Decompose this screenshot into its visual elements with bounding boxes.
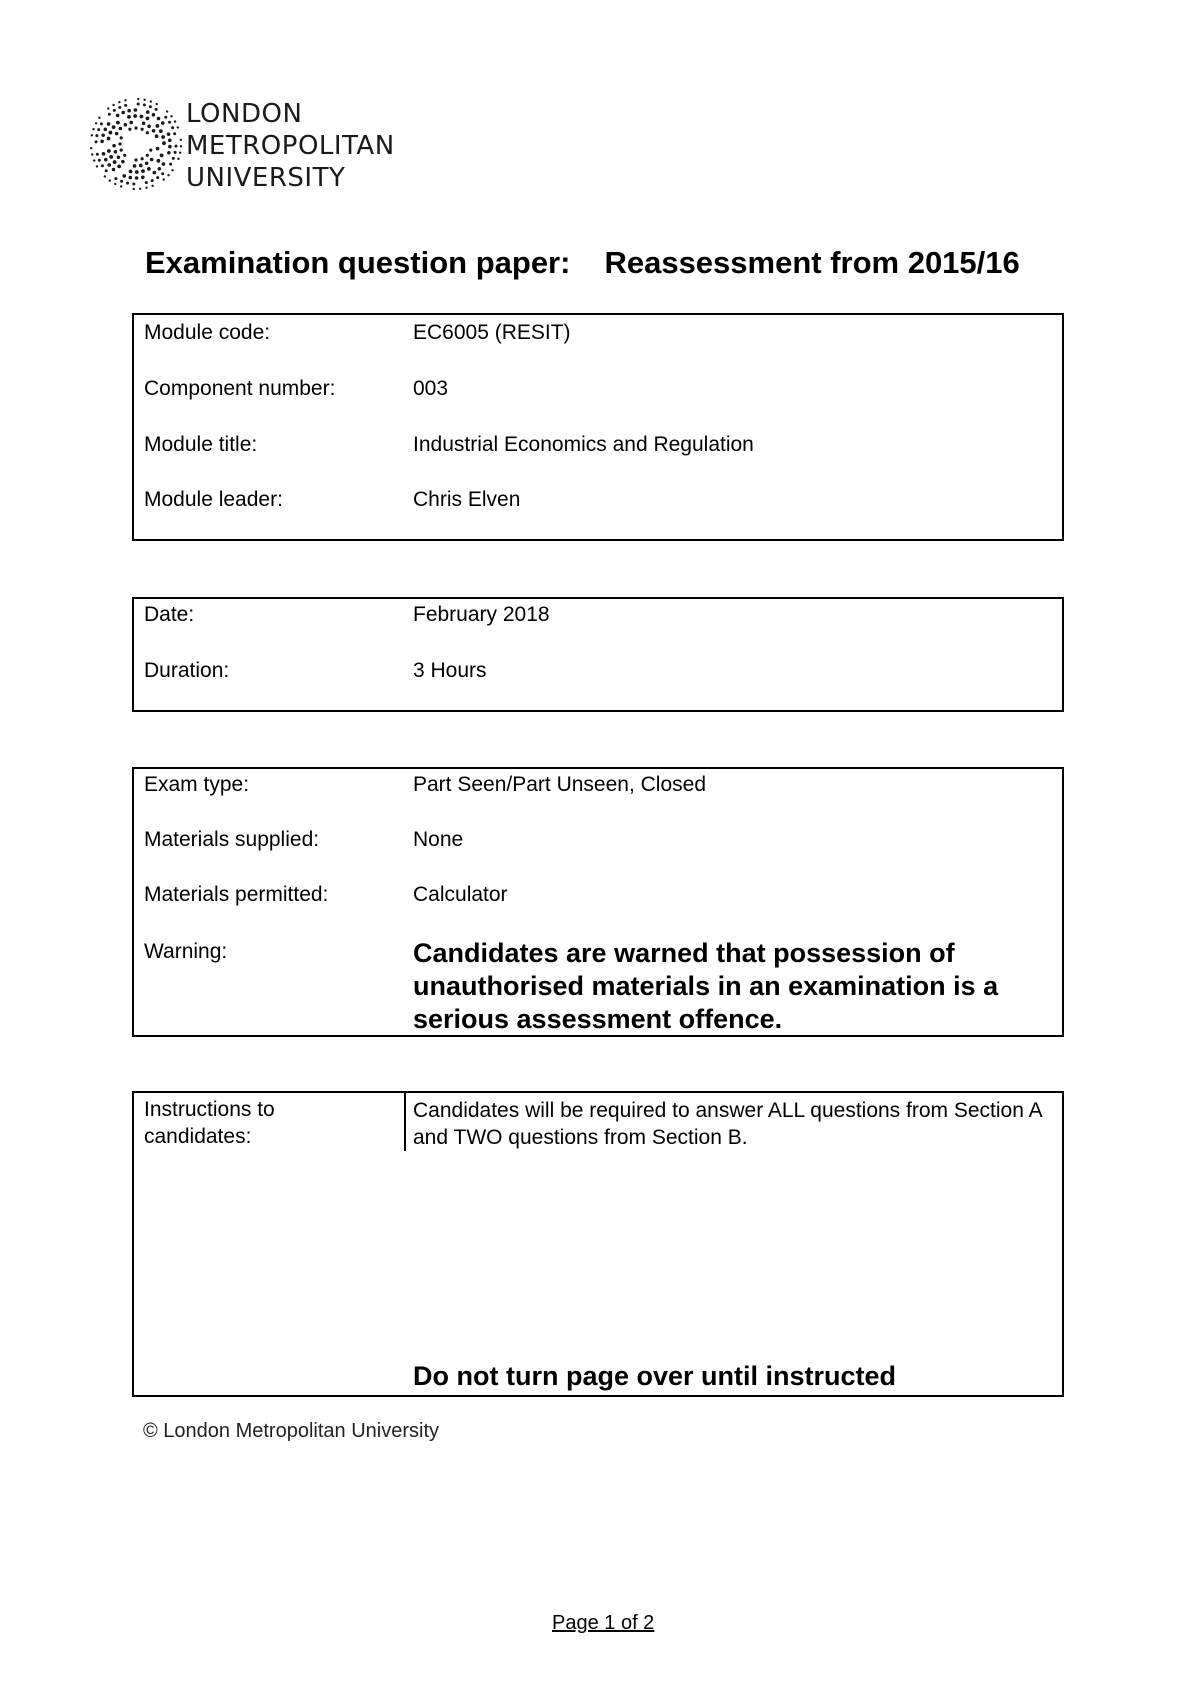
logo-dot — [121, 160, 125, 164]
logo-dot — [173, 132, 176, 135]
logo-dot — [160, 154, 164, 158]
logo-dot — [158, 167, 162, 171]
logo-dot — [134, 108, 138, 112]
logo-dot — [163, 178, 165, 180]
logo-dot — [161, 172, 164, 175]
logo-dot — [90, 147, 92, 149]
logo-dots-mark — [88, 96, 184, 192]
page-number: Page 1 of 2 — [552, 1612, 655, 1634]
logo-dot — [155, 108, 158, 111]
row-value: 003 — [413, 377, 449, 400]
logo-dot — [96, 153, 99, 156]
instructions-text: Candidates will be required to answer ALL questions from Section A and TWO questions from Section B. — [413, 1099, 1042, 1149]
logo-dot — [140, 115, 144, 119]
logo-line-1: LONDON — [186, 99, 303, 129]
logo-dot — [129, 170, 133, 174]
instructions-box — [132, 1091, 1064, 1397]
logo-dot — [170, 115, 172, 117]
logo-dot — [145, 181, 148, 184]
logo-dot — [156, 159, 160, 163]
logo-dot — [153, 171, 157, 175]
logo-dot — [112, 104, 114, 106]
logo-dot — [108, 113, 111, 116]
logo-dot — [107, 137, 111, 141]
row-value: Part Seen/Part Unseen, Closed — [413, 773, 706, 796]
do-not-turn-notice: Do not turn page over until instructed — [413, 1361, 897, 1391]
logo-dot — [164, 116, 167, 119]
logo-dot — [109, 179, 111, 181]
logo-dot — [114, 177, 117, 180]
logo-dot — [152, 129, 156, 133]
copyright-notice: © London Metropolitan University — [143, 1420, 439, 1442]
row-value: 3 Hours — [413, 659, 487, 682]
logo-dot — [112, 125, 116, 129]
logo-dot — [147, 125, 151, 129]
logo-dot — [171, 169, 173, 171]
row-label: Module leader: — [144, 488, 283, 511]
logo-dot — [152, 113, 156, 117]
logo-dot — [109, 131, 113, 135]
logo-dot — [118, 106, 121, 109]
logo-dot — [168, 145, 172, 149]
logo-dot — [133, 114, 137, 118]
logo-dot — [104, 175, 106, 177]
row-label: Date: — [144, 603, 195, 626]
logo-dot — [151, 185, 153, 187]
logo-dot — [147, 167, 151, 171]
logo-dot — [141, 157, 144, 160]
logo-dot — [157, 117, 161, 121]
logo-dot — [134, 158, 137, 161]
logo-dot — [105, 169, 108, 172]
logo-dot — [141, 176, 145, 180]
logo-dot — [120, 185, 122, 187]
logo-dot — [114, 183, 116, 185]
row-label: Module title: — [144, 433, 258, 456]
logo-dot — [120, 149, 123, 152]
logo-dot — [143, 99, 145, 101]
logo-dot — [113, 160, 117, 164]
logo-dot — [167, 151, 171, 155]
logo-line-2: METROPOLITAN — [186, 131, 395, 161]
logo-dot — [95, 122, 97, 124]
logo-dot — [146, 131, 149, 134]
logo-dot — [174, 145, 177, 148]
logo-dot — [167, 174, 169, 176]
row-value: February 2018 — [413, 603, 550, 626]
logo-dot — [177, 158, 179, 160]
logo-dot — [155, 134, 159, 138]
logo-dot — [133, 188, 135, 190]
logo-dot — [159, 129, 163, 133]
warning-label: Warning: — [144, 940, 228, 963]
logo-dot — [150, 100, 152, 102]
logo-dot — [168, 121, 171, 124]
logo-dot — [149, 105, 152, 108]
logo-dot — [107, 149, 111, 153]
logo-dot — [166, 110, 168, 112]
logo-dot — [118, 142, 121, 145]
logo-dot — [141, 169, 145, 173]
logo-dot — [124, 104, 127, 107]
logo-dot — [145, 161, 149, 165]
logo-dot — [128, 128, 131, 131]
logo-dot — [167, 132, 171, 136]
logo-dot — [121, 111, 125, 115]
logo-dot — [91, 153, 93, 155]
logo-dot — [139, 164, 143, 168]
instructions-label: Instructions to candidates: — [144, 1098, 275, 1148]
logo-dot — [98, 159, 101, 162]
logo-dot — [100, 140, 104, 144]
logo-dot — [93, 159, 95, 161]
logo-dot — [180, 139, 182, 141]
logo-dot — [112, 168, 116, 172]
row-value: Chris Elven — [413, 488, 521, 511]
logo-wordmark — [186, 98, 395, 194]
row-value: None — [413, 828, 464, 851]
logo-dot — [151, 179, 154, 182]
logo-dot — [168, 138, 172, 142]
row-label: Materials supplied: — [144, 828, 320, 851]
row-value: EC6005 (RESIT) — [413, 321, 571, 344]
row-label: Duration: — [144, 659, 230, 682]
row-value: Industrial Economics and Regulation — [413, 433, 754, 456]
logo-dot — [107, 163, 111, 167]
logo-dot — [124, 123, 128, 127]
logo-dot — [102, 152, 106, 156]
column-divider — [404, 1093, 406, 1151]
logo-dot — [91, 134, 93, 136]
logo-dot — [129, 176, 133, 180]
logo-dot — [129, 121, 133, 125]
logo-dot — [156, 176, 159, 179]
page-title — [145, 245, 1020, 281]
logo-dot — [135, 176, 139, 180]
row-value: Calculator — [413, 883, 508, 906]
logo-dot — [174, 151, 177, 154]
logo-dot — [142, 122, 146, 126]
logo-dot — [161, 135, 165, 139]
logo-dot — [120, 136, 123, 139]
logo-dot — [179, 151, 181, 153]
logo-dot — [132, 182, 135, 185]
logo-dot — [107, 107, 109, 109]
logo-dot — [172, 157, 175, 160]
logo-dot — [116, 121, 120, 125]
logo-dot — [133, 164, 137, 168]
logo-dot — [134, 126, 137, 129]
logo-dot — [126, 182, 129, 185]
date-details-box — [132, 597, 1064, 712]
logo-dot — [120, 180, 123, 183]
row-label: Exam type: — [144, 773, 250, 796]
logo-dot — [137, 98, 139, 100]
logo-dot — [118, 101, 120, 103]
logo-dot — [146, 154, 149, 157]
logo-dot — [104, 128, 108, 132]
logo-dot — [104, 158, 108, 162]
logo-dot — [156, 147, 160, 151]
row-label: Materials permitted: — [144, 883, 329, 906]
logo-dot — [109, 155, 113, 159]
logo-dot — [135, 170, 139, 174]
logo-dot — [117, 164, 121, 168]
logo-dot — [145, 187, 147, 189]
logo-dot — [177, 126, 179, 128]
logo-dot — [112, 144, 116, 148]
logo-dot — [92, 128, 94, 130]
logo-dot — [139, 188, 141, 190]
logo-dot — [162, 141, 166, 145]
logo-dot — [115, 132, 119, 136]
logo-dot — [122, 174, 126, 178]
logo-dot — [150, 158, 154, 162]
logo-line-3: UNIVERSITY — [186, 163, 346, 193]
warning-text: Candidates are warned that possession of unauthorised materials in an examination is a serious assessment offence. — [413, 938, 999, 1034]
logo-dot — [119, 127, 123, 131]
row-label: Module code: — [144, 321, 271, 344]
logo-dot — [180, 145, 182, 147]
logo-dot — [95, 134, 98, 137]
logo-dot — [149, 149, 152, 152]
logo-dot — [101, 164, 104, 167]
title-part-2: Reassessment from 2015/16 — [604, 245, 1020, 280]
logo-dot — [141, 128, 144, 131]
logo-dot — [95, 140, 98, 143]
logo-dot — [137, 103, 140, 106]
logo-dot — [117, 155, 121, 159]
logo-dot — [107, 122, 111, 126]
logo-dot — [155, 124, 159, 128]
logo-dot — [101, 133, 105, 137]
logo-dot — [127, 109, 131, 113]
logo-dot — [146, 110, 150, 114]
row-label: Component number: — [144, 377, 336, 400]
logo-dot — [143, 103, 146, 106]
logo-dot — [100, 122, 103, 125]
logo-dot — [127, 115, 131, 119]
logo-dot — [124, 99, 126, 101]
logo-dot — [98, 117, 100, 119]
logo-dot — [174, 120, 176, 122]
logo-dot — [123, 154, 126, 157]
university-logo — [88, 96, 448, 196]
logo-dot — [162, 162, 166, 166]
logo-dot — [97, 128, 100, 131]
title-part-1: Examination question paper: — [145, 245, 571, 280]
logo-dot — [169, 163, 172, 166]
logo-dot — [116, 114, 120, 118]
logo-dot — [114, 150, 118, 154]
logo-dot — [171, 126, 174, 129]
logo-dot — [146, 117, 150, 121]
logo-dot — [113, 109, 116, 112]
logo-dot — [156, 103, 158, 105]
logo-dot — [161, 121, 165, 125]
module-details-box — [132, 313, 1064, 541]
exam-details-box — [132, 767, 1064, 1037]
logo-dot — [96, 165, 98, 167]
